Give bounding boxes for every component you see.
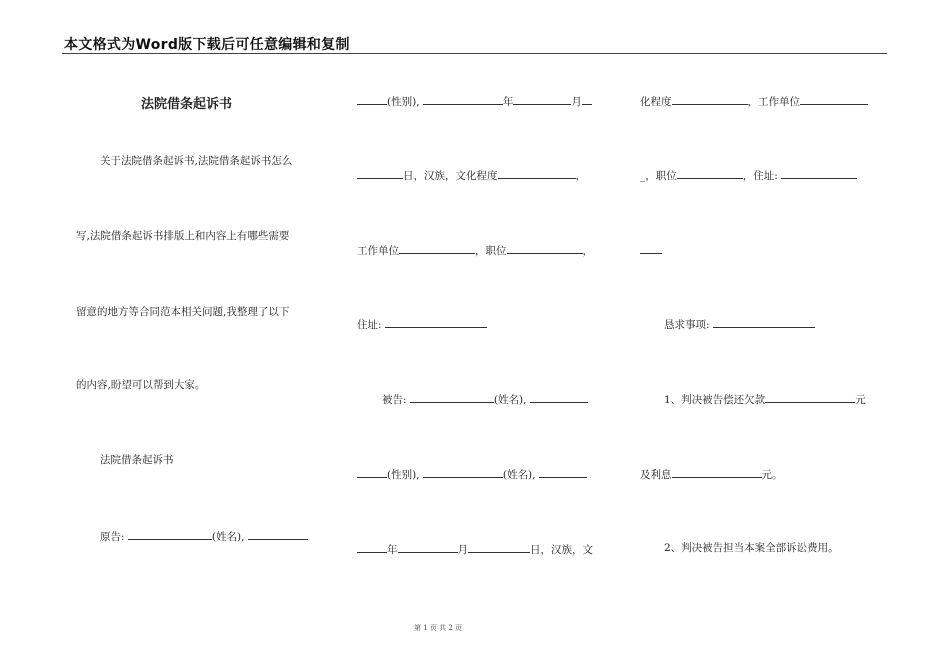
blank-field: [498, 168, 576, 179]
claim-1-line: [664, 392, 866, 406]
blank-field: [410, 392, 494, 403]
education-work-line: [640, 94, 868, 108]
defendant-line: [382, 392, 588, 406]
blank-field: [800, 94, 868, 105]
document-header-title: 本文格式为Word版下载后可任意编辑和复制: [64, 37, 350, 53]
blank-field: [672, 467, 762, 478]
blank-field: [530, 392, 588, 403]
gender-hint: (性别),: [387, 96, 420, 108]
comma-text: ，: [575, 170, 586, 182]
defendant-date-line: [357, 542, 593, 556]
claim-2-line: 2、判决被告担当本案全部诉讼费用。: [664, 542, 839, 554]
position-label: ，职位: [475, 245, 507, 257]
claim-1-text: 1、判决被告偿还欠款: [664, 394, 766, 406]
blank-field: [507, 243, 583, 254]
education-label: 化程度: [640, 96, 672, 108]
blank-field: [248, 529, 308, 540]
plaintiff-label: 原告:: [100, 531, 125, 543]
work-unit-label: ，工作单位: [747, 96, 800, 108]
defendant-gender-line: [357, 467, 587, 481]
blank-field: [128, 529, 212, 540]
intro-line-3: 留意的地方等合同范本相关问题,我整理了以下: [76, 306, 290, 318]
gender-date-line: [357, 94, 592, 108]
page-number: 第 1 页 共 2 页: [414, 624, 463, 632]
intro-line-2: 写,法院借条起诉书排版上和内容上有哪些需要: [76, 230, 290, 242]
name-hint: (姓名),: [493, 394, 527, 406]
address-label: 住址:: [357, 319, 382, 331]
blank-field: [781, 168, 857, 179]
work-unit-line: [357, 243, 593, 257]
position-address-line: [640, 168, 857, 182]
document-title: 法院借条起诉书: [141, 97, 233, 112]
year-label: 年: [502, 96, 514, 108]
blank-field: [357, 168, 403, 179]
defendant-label: 被告:: [382, 394, 407, 406]
claim-1-unit: 元: [855, 394, 866, 406]
position-label: _，职位: [640, 170, 677, 182]
interest-line: [640, 467, 783, 481]
blank-field: [357, 94, 387, 105]
blank-field: [423, 467, 503, 478]
gender-hint: (性别),: [387, 469, 420, 481]
intro-line-1: 关于法院借条起诉书,法院借条起诉书怎么: [100, 155, 293, 167]
claims-line: [664, 317, 815, 331]
blank-field: [765, 392, 855, 403]
blank-field: [640, 243, 662, 254]
month-label: 月: [457, 544, 468, 556]
interest-label: 及利息: [640, 469, 672, 481]
blank-field: [399, 243, 475, 254]
name-hint: (姓名),: [502, 469, 536, 481]
address-label: ，住址:: [742, 170, 778, 182]
address-continuation-line: [640, 243, 662, 257]
blank-field: [357, 542, 387, 553]
blank-field: [468, 542, 530, 553]
blank-field: [713, 317, 815, 328]
blank-field: [357, 467, 387, 478]
intro-line-4: 的内容,盼望可以帮到大家。: [76, 379, 206, 391]
claims-label: 恳求事项:: [664, 319, 710, 331]
comma-text: ，: [582, 245, 593, 257]
blank-field: [677, 168, 743, 179]
day-ethnic-line: [357, 168, 586, 182]
name-hint: (姓名),: [211, 531, 245, 543]
blank-field: [385, 317, 487, 328]
header-rule: [62, 53, 887, 54]
section-subtitle: 法院借条起诉书: [100, 454, 174, 466]
work-unit-label: 工作单位: [357, 245, 399, 257]
blank-field: [672, 94, 748, 105]
plaintiff-line: [100, 529, 308, 543]
day-ethnic-label: 日，汉族，文化程度: [403, 170, 498, 182]
blank-field: [539, 467, 587, 478]
address-line: [357, 317, 487, 331]
day-ethnic-label: 日，汉族，文: [530, 544, 593, 556]
blank-field: [423, 94, 503, 105]
year-label: 年: [387, 544, 398, 556]
month-label: 月: [571, 96, 582, 108]
interest-unit: 元。: [761, 469, 783, 481]
blank-field: [513, 94, 571, 105]
blank-field: [582, 94, 592, 105]
blank-field: [398, 542, 458, 553]
